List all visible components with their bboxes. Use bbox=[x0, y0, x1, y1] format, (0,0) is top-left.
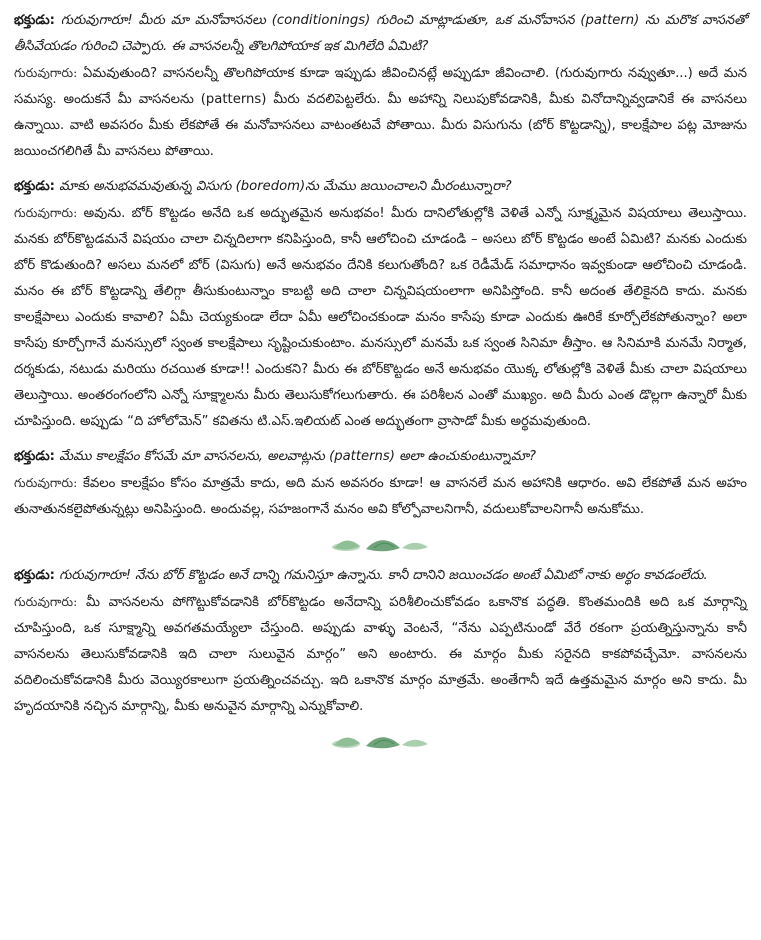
section-divider bbox=[14, 720, 747, 760]
question-speaker: భక్తుడు: bbox=[14, 13, 55, 28]
question-2 bbox=[14, 174, 747, 200]
answer-text: ఏమవుతుంది? వాసనలన్నీ తొలగిపోయాక కూడా ఇప్పుడు జీవించినట్లే అప్పుడూ జీవించాలి. (గురువుగారు నవ్వుతూ...) అదే మన సమస్య. అందుకనే మీ వాసనలను (patterns) మీరు వదలిపెట్టలేరు. మీ అహాన్ని నిలుపుకోవడానికి, మీకు వినోదాన్నివ్వడానికే ఈ వాసనలు ఉన్నాయి. వాటి అవసరం మీకు లేకపోతే ఈ మనోవాసనలు వాటంతటవే పోతాయి. మీరు విసుగును (బోర్ కొట్టడాన్ని), కాలక్షేపాల పట్ల మోజును జయించగలిగితే మీ వాసనలు పోతాయి. bbox=[14, 66, 747, 159]
leaf-ornament-icon bbox=[326, 530, 436, 556]
answer-3 bbox=[14, 470, 747, 523]
question-speaker: భక్తుడు: bbox=[14, 568, 55, 583]
question-speaker: భక్తుడు: bbox=[14, 449, 55, 464]
leaf-ornament-icon bbox=[326, 727, 436, 753]
section-divider bbox=[14, 523, 747, 563]
question-4 bbox=[14, 563, 747, 589]
answer-speaker: గురువుగారు: bbox=[14, 65, 78, 80]
spacer bbox=[14, 435, 747, 444]
question-speaker: భక్తుడు: bbox=[14, 179, 55, 194]
answer-text: అవును. బోర్ కొట్టడం అనేది ఒక అద్భుతమైన అనుభవం! మీరు దానిలోతుల్లోకి వెళితే ఎన్నో సూక్ష్మమైన విషయాలు తెలుస్తాయి. మనకు బోర్‌కొట్టడమనే విషయం చాలా చిన్నదిలాగా కనిపిస్తుంది, కానీ ఆలోచించి చూడండి – అసలు బోర్ కొట్టడం అంటే ఏమిటి? మనకు ఎందుకు బోర్ కొడుతుంది? అసలు మనలో బోర్ (విసుగు) అనే అనుభవం దేనికి కలుగుతోంది? ఒక రెడీమేడ్ సమాధానం ఇవ్వకుండా ఆలోచించి చూడండి. మనం ఈ బోర్ కొట్టడాన్ని తేలిగ్గా తీసుకుంటున్నాం కాబట్టి అది చాలా చిన్నవిషయంలాగా అనిపిస్తోంది. కానీ అదంత తేలికైనది కాదు. మనకు కాలక్షేపాలు ఎందుకు కావాలి? ఏమీ చెయ్యకుండా లేదా ఏమీ ఆలోచించకుండా మనం కాసేపు కూడా ఎందుకు ఊరికే కూర్చోలేకపోతున్నాం? అలా కాసేపు కూర్చోగానే మనస్సులో స్వంత కాలక్షేపాలు సృష్టించుకుంటాం. మనస్సులో మనమే ఒక స్వంత సినిమా తీస్తాం. ఆ సినిమాకి మనమే నిర్మాత, దర్శకుడు, నటుడు మరియు రచయిత కూడా!! ఎందుకని? మీరు ఈ బోర్‌కొట్టడం అనే అనుభవం యొక్క లోతుల్లోకి వెళితే మీకు చాలా విషయాలు తెలుస్తాయి. అంతరంగంలోని ఎన్నో సూక్ష్మాలను మీరు తెలుసుకోగలుగుతారు. ఈ పరిశీలన ఎంతో ముఖ్యం. అది మీరు ఎంత డొల్లగా ఉన్నారో మీకు చూపిస్తుంది. అప్పుడు “ది హోలోమెన్” కవితను టి.ఎస్.ఇలియట్ ఎంత అద్భుతంగా వ్రాసాడో మీకు అర్థమవుతుంది. bbox=[14, 206, 747, 429]
question-text: గురువుగారూ! మీరు మా మనోవాసనలు (conditionings) గురించి మాట్లాడుతూ, ఒక మనోవాసన (pattern) ను మరొక వాసనతో తీసివేయడం గురించి చెప్పారు. ఈ వాసనలన్నీ తొలగిపోయాక ఇక మిగిలేది ఏమిటి? bbox=[14, 13, 747, 54]
question-text: మాకు అనుభవమవుతున్న విసుగు (boredom)ను మేము జయించాలని మీరంటున్నారా? bbox=[54, 179, 512, 194]
spacer bbox=[14, 165, 747, 174]
question-text: మేము కాలక్షేపం కోసమే మా వాసనలను, అలవాట్లను (patterns) అలా ఉంచుకుంటున్నామా? bbox=[54, 449, 537, 464]
answer-text: కేవలం కాలక్షేపం కోసం మాత్రమే కాదు, అది మన అవసరం కూడా! ఆ వాసనలే మన అహానికి ఆధారం. అవి లేకపోతే మన అహం తునాతునకలైపోతున్నట్లు అనిపిస్తుంది. అందువల్ల, సహజంగానే మనం అవి కోల్పోవాలనిగానీ, వదులుకోవాలనిగానీ అనుకోము. bbox=[14, 476, 747, 517]
answer-speaker: గురువుగారు: bbox=[14, 594, 78, 609]
answer-text: మీ వాసనలను పోగొట్టుకోవడానికి బోర్‌కొట్టడం అనేదాన్ని పరిశీలించుకోవడం ఒకానొక పద్ధతి. కొంతమందికి అది ఒక మార్గాన్ని చూపిస్తుంది, ఒక సూక్ష్మాన్ని అవగతమయ్యేలా చేస్తుంది. అప్పుడు వాళ్ళు వెంటనే, “నేను ఎప్పటినుండో వేరే రకంగా ప్రయత్నిస్తున్నాను కానీ వాసనలను తెలుసుకోవడానికి ఇది చాలా సులువైన మార్గం” అని అంటారు. ఈ మార్గం మీకు సరైనది కాకపోవచ్చేమో. వాసనలను వదిలించుకోవడానికి మీరు వెయ్యిరకాలుగా ప్రయత్నించవచ్చు. ఇది ఒకానొక మార్గం మాత్రమే. అంతేగానీ ఇదే ఉత్తమమైన మార్గం అని కాదు. మీ హృదయానికి నచ్చిన మార్గాన్ని, మీకు అనువైన మార్గాన్ని ఎన్నుకోవాలి. bbox=[14, 595, 747, 714]
answer-2 bbox=[14, 200, 747, 435]
question-text: గురువుగారూ! నేను బోర్ కొట్టడం అనే దాన్ని గమనిస్తూ ఉన్నాను. కానీ దానిని జయించడం అంటే ఏమిటో నాకు అర్థం కావడంలేదు. bbox=[54, 568, 708, 583]
answer-1 bbox=[14, 60, 747, 165]
answer-speaker: గురువుగారు: bbox=[14, 205, 78, 220]
question-3 bbox=[14, 444, 747, 470]
answer-speaker: గురువుగారు: bbox=[14, 475, 78, 490]
answer-4 bbox=[14, 589, 747, 720]
article-body bbox=[14, 8, 747, 760]
question-1 bbox=[14, 8, 747, 60]
